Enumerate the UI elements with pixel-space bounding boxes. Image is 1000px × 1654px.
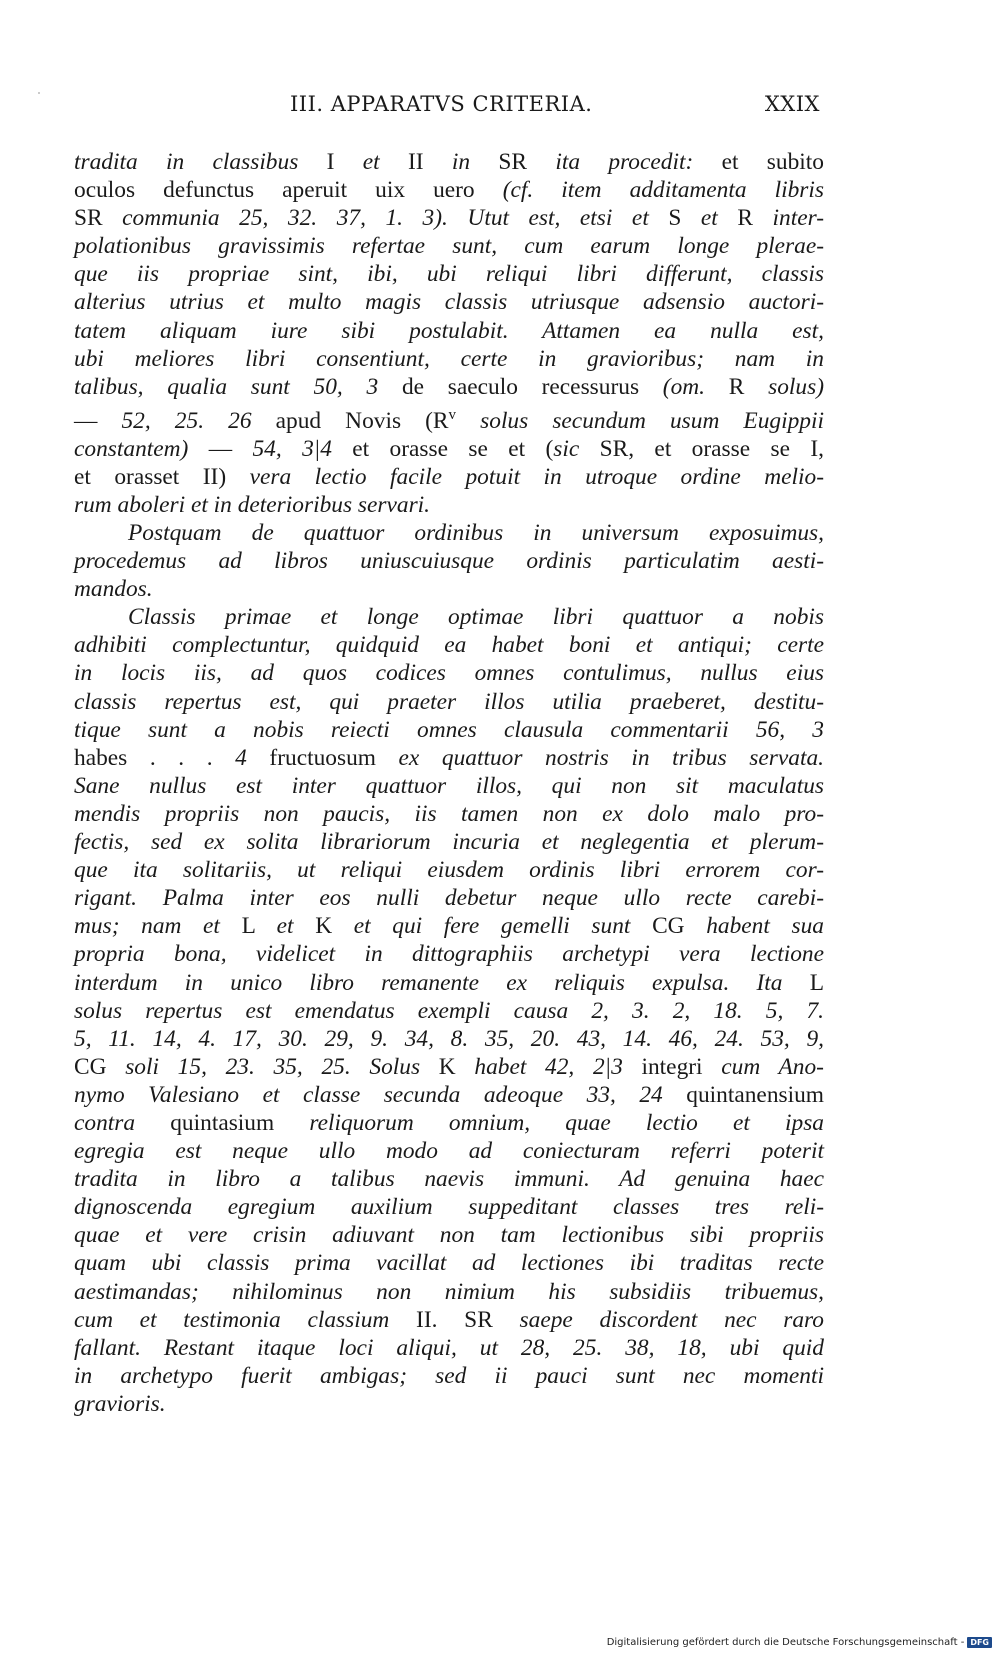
- italic-text: quae et vere crisin adiuvant non tam lectionibus sibi propriis: [74, 1222, 824, 1249]
- roman-text: habes . . .: [74, 744, 236, 771]
- italic-text: et: [362, 149, 380, 175]
- footer-credit: Digitalisierung gefördert durch die Deutsche Forschungsgemeinschaft -: [606, 1636, 965, 1648]
- text-line: [74, 547, 824, 575]
- text-line: [74, 1278, 824, 1306]
- text-line: [74, 688, 824, 716]
- italic-text: gravioris.: [74, 1390, 166, 1417]
- italic-text: solus secundum usum Eugippii: [480, 407, 824, 434]
- text-line: [74, 1334, 824, 1362]
- italic-text: fallant. Restant itaque loci aliqui, ut 28, 25. 38, 18, ubi quid: [74, 1334, 824, 1361]
- dfg-logo-icon: DFG: [967, 1637, 992, 1648]
- italic-text: habet 42, 2|3: [474, 1053, 623, 1080]
- italic-text: Postquam de quattuor ordinibus in universum exposuimus,: [128, 520, 824, 547]
- text-line: [74, 176, 824, 204]
- text-line: [74, 1362, 824, 1390]
- italic-text: in locis iis, ad quos codices omnes contulimus, nullus eius: [74, 660, 824, 687]
- italic-text: (om.: [662, 373, 706, 400]
- roman-text: L: [219, 913, 277, 940]
- text-line: [74, 1025, 824, 1053]
- roman-text: II. SR: [389, 1306, 520, 1333]
- roman-text: —: [74, 407, 122, 434]
- italic-text: que iis propriae sint, ibi, ubi reliqui libri differunt, classis: [74, 261, 824, 288]
- italic-text: solus): [768, 373, 824, 400]
- text-line: [74, 603, 824, 631]
- text-line: [74, 659, 824, 687]
- text-line: [74, 856, 824, 884]
- scan-speck: [38, 92, 40, 94]
- italic-text: et: [276, 913, 294, 940]
- text-line: [74, 884, 824, 912]
- text-line: [74, 969, 824, 997]
- text-line: [74, 491, 824, 519]
- roman-text: SR: [74, 205, 123, 232]
- italic-text: 4: [235, 744, 247, 771]
- roman-text: et subito: [693, 149, 824, 175]
- italic-text: 52, 25. 26: [121, 407, 252, 434]
- text-line: [74, 1109, 824, 1137]
- text-line: [74, 519, 824, 547]
- text-line: [74, 401, 824, 435]
- digitization-footer: [607, 1634, 992, 1650]
- italic-text: fectis, sed ex solita librariorum incuria et neglegentia et plerum-: [74, 829, 824, 856]
- italic-text: tique sunt a nobis reiecti omnes clausula commentarii 56, 3: [74, 716, 824, 743]
- roman-text: quintanensium: [662, 1081, 825, 1108]
- italic-text: cum Ano-: [721, 1053, 824, 1080]
- italic-text: in: [451, 149, 471, 175]
- italic-text: propria bona, videlicet in dittographiis archetypi vera lectione: [74, 941, 824, 968]
- text-line: [74, 1193, 824, 1221]
- running-header: [70, 92, 820, 122]
- italic-text: tradita in classibus: [74, 149, 299, 175]
- italic-text: et: [700, 205, 718, 232]
- text-line: [74, 997, 824, 1025]
- italic-text: interdum in unico libro remanente ex reliquis expulsa. Ita: [74, 969, 783, 996]
- text-line: [74, 716, 824, 744]
- roman-text: S: [648, 205, 701, 232]
- roman-text: et orasset II): [74, 463, 250, 490]
- italic-text: mandos.: [74, 576, 153, 603]
- italic-text: que ita solitariis, ut reliqui eiusdem ordinis libri errorem cor-: [74, 857, 824, 884]
- text-line: [74, 373, 824, 401]
- roman-text: I: [298, 149, 363, 175]
- roman-text: de saeculo recessurus: [378, 373, 663, 400]
- text-line: [74, 345, 824, 373]
- text-line: [74, 1081, 824, 1109]
- italic-text: aestimandas; nihilominus non nimium his subsidiis tribuemus,: [74, 1278, 824, 1305]
- italic-text: habent sua: [706, 913, 825, 940]
- italic-text: ita procedit:: [555, 149, 694, 175]
- roman-text: quintasium: [135, 1109, 310, 1136]
- text-line: [74, 631, 824, 659]
- text-line: [74, 435, 824, 463]
- running-title: III. APPARATVS CRITERIA.: [290, 92, 593, 116]
- roman-text: et orasse se et (: [331, 435, 554, 462]
- italic-text: constantem): [74, 435, 189, 462]
- text-line: [74, 772, 824, 800]
- italic-text: mus; nam et: [74, 913, 220, 940]
- text-line: [74, 148, 824, 176]
- roman-text: apud Novis (R: [251, 407, 449, 434]
- italic-text: cum et testimonia classium: [74, 1306, 390, 1333]
- italic-text: vera lectio facile potuit in utroque ordine melio-: [249, 463, 824, 490]
- italic-text: et qui fere gemelli sunt: [353, 913, 631, 940]
- text-line: [74, 288, 824, 316]
- roman-text: CG: [74, 1053, 126, 1080]
- roman-text: K: [293, 913, 354, 940]
- text-line: [74, 1165, 824, 1193]
- text-line: [74, 317, 824, 345]
- italic-text: Classis primae et longe optimae libri quattuor a nobis: [128, 604, 824, 631]
- roman-text: CG: [630, 913, 707, 940]
- italic-text: dignoscenda egregium auxilium suppeditant classes tres reli-: [74, 1194, 824, 1221]
- italic-text: quam ubi classis prima vacillat ad lectiones ibi traditas recte: [74, 1250, 824, 1277]
- italic-text: adhibiti complectuntur, quidquid ea habet boni et antiqui; certe: [74, 632, 824, 659]
- italic-text: reliquorum omnium, quae lectio et ipsa: [309, 1109, 825, 1136]
- italic-text: rigant. Palma inter eos nulli debetur neque ullo recte carebi-: [74, 885, 824, 912]
- italic-text: egregia est neque ullo modo ad coniecturam referri poterit: [74, 1138, 824, 1165]
- italic-text: mendis propriis non paucis, iis tamen non ex dolo malo pro-: [74, 800, 824, 827]
- text-line: [74, 1137, 824, 1165]
- italic-text: soli 15, 23. 35, 25. Solus: [125, 1053, 421, 1080]
- italic-text: sic: [553, 435, 580, 462]
- italic-text: Sane nullus est inter quattuor illos, qui non sit maculatus: [74, 772, 824, 799]
- superscript-text: v: [448, 406, 457, 423]
- roman-text: L: [782, 969, 824, 996]
- text-line: [74, 463, 824, 491]
- text-line: [74, 912, 824, 940]
- roman-text: K: [420, 1053, 475, 1080]
- text-line: [74, 232, 824, 260]
- roman-text: fructuosum: [246, 744, 399, 771]
- italic-text: inter-: [772, 205, 824, 232]
- italic-text: in archetypo fuerit ambigas; sed ii pauci sunt nec momenti: [74, 1362, 824, 1389]
- text-line: [74, 1390, 824, 1418]
- roman-text: SR, et orasse se I,: [579, 435, 824, 462]
- text-line: [74, 575, 824, 603]
- text-line: [74, 1053, 824, 1081]
- italic-text: (cf. item additamenta libris: [502, 177, 825, 204]
- italic-text: classis repertus est, qui praeter illos utilia praeberet, destitu-: [74, 688, 824, 715]
- text-line: [74, 1221, 824, 1249]
- italic-text: alterius utrius et multo magis classis utriusque adsensio auctori-: [74, 289, 824, 316]
- italic-text: solus repertus est emendatus exempli causa 2, 3. 2, 18. 5, 7.: [74, 997, 824, 1024]
- roman-text: II: [379, 149, 452, 175]
- text-line: [74, 204, 824, 232]
- italic-text: 5, 11. 14, 4. 17, 30. 29, 9. 34, 8. 35, 20. 43, 14. 46, 24. 53, 9,: [74, 1025, 824, 1052]
- roman-text: integri: [622, 1053, 722, 1080]
- body-text: [74, 148, 824, 1418]
- italic-text: 54, 3|4: [252, 435, 332, 462]
- italic-text: procedemus ad libros uniuscuiusque ordinis particulatim aesti-: [74, 548, 824, 575]
- italic-text: ubi meliores libri consentiunt, certe in gravioribus; nam in: [74, 345, 824, 372]
- text-line: [74, 1306, 824, 1334]
- italic-text: tatem aliquam iure sibi postulabit. Attamen ea nulla est,: [74, 317, 824, 344]
- roman-text: R: [705, 373, 769, 400]
- italic-text: contra: [74, 1109, 136, 1136]
- roman-text: [456, 408, 480, 434]
- roman-text: oculos defunctus aperuit uix uero: [74, 177, 503, 204]
- roman-text: SR: [470, 149, 556, 175]
- text-line: [74, 828, 824, 856]
- roman-text: —: [188, 435, 253, 462]
- italic-text: talibus, qualia sunt 50, 3: [74, 373, 379, 400]
- italic-text: saepe discordent nec raro: [519, 1306, 824, 1333]
- text-line: [74, 1249, 824, 1277]
- italic-text: nymo Valesiano et classe secunda adeoque 33, 24: [74, 1081, 663, 1108]
- italic-text: tradita in libro a talibus naevis immuni. Ad genuina haec: [74, 1166, 824, 1193]
- italic-text: ex quattuor nostris in tribus servata.: [398, 744, 824, 771]
- roman-text: R: [717, 205, 773, 232]
- italic-text: rum aboleri et in deterioribus servari.: [74, 491, 431, 518]
- text-line: [74, 800, 824, 828]
- text-line: [74, 744, 824, 772]
- italic-text: polationibus gravissimis refertae sunt, cum earum longe plerae-: [74, 233, 824, 260]
- page-number: XXIX: [764, 92, 820, 116]
- text-line: [74, 940, 824, 968]
- text-line: [74, 260, 824, 288]
- italic-text: communia 25, 32. 37, 1. 3). Utut est, etsi et: [122, 205, 649, 232]
